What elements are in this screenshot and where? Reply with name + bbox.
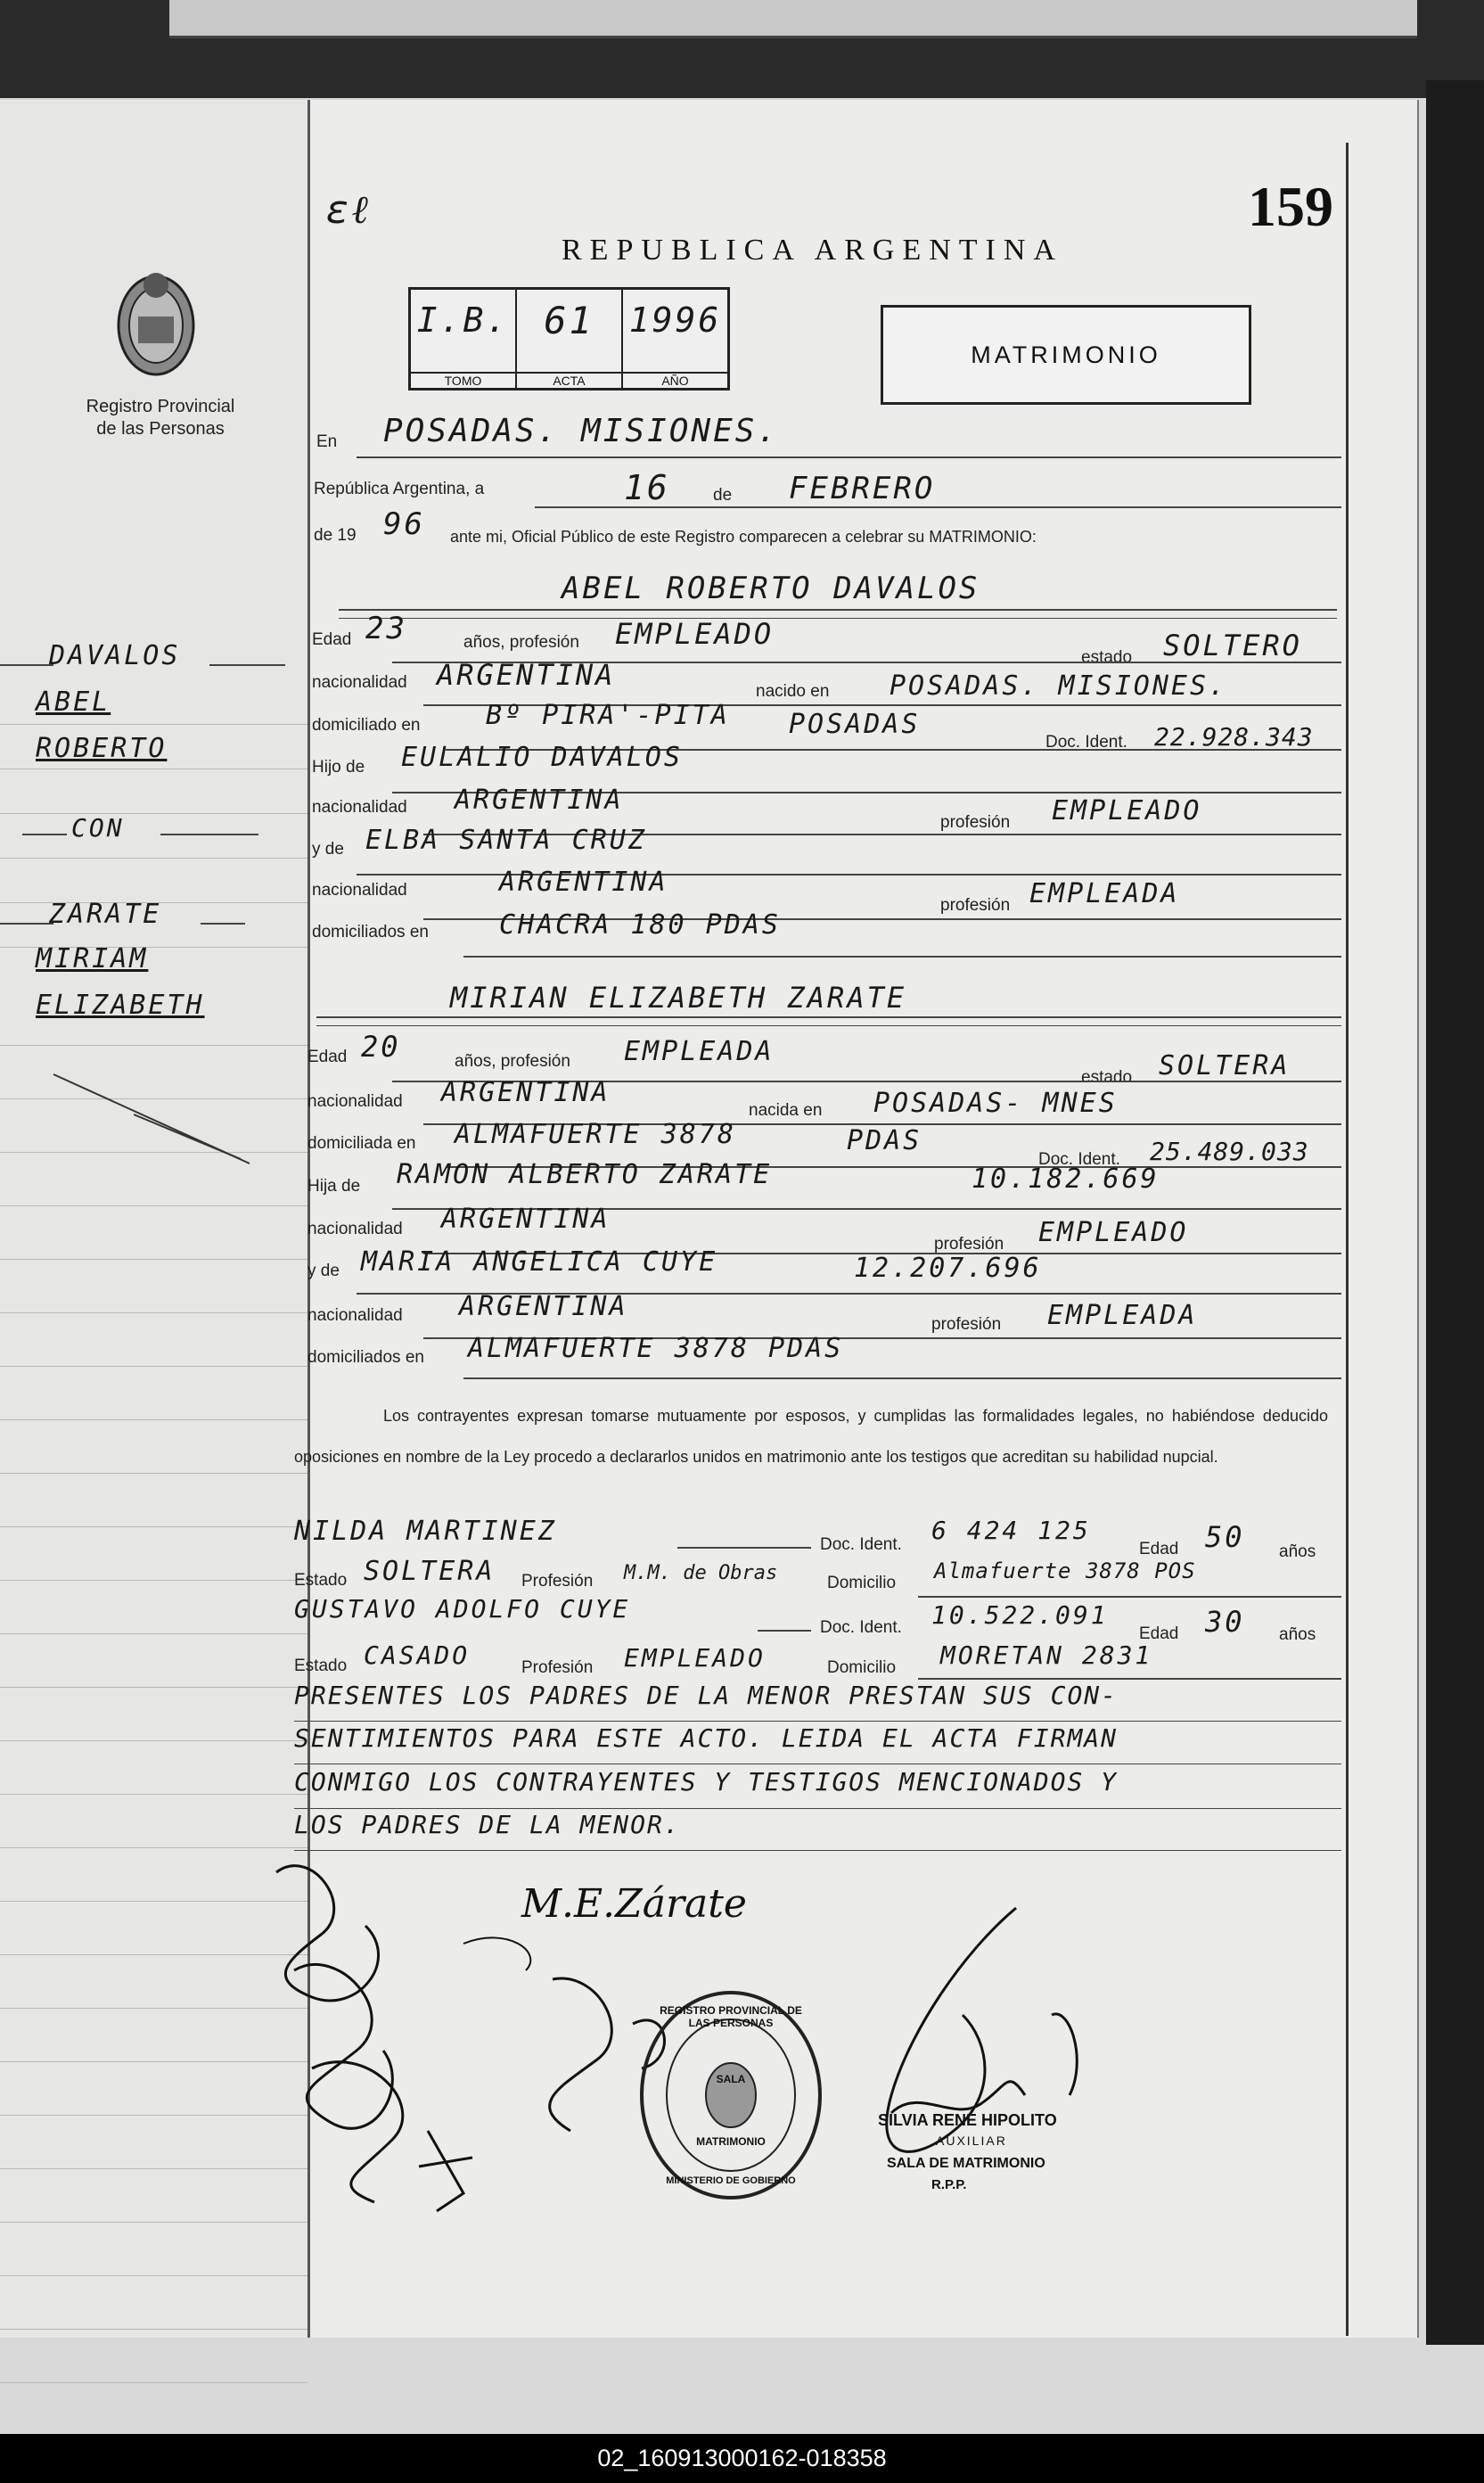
event-day: 16 <box>624 468 670 507</box>
witness2-status: CASADO <box>364 1640 471 1670</box>
groom-doc: 22.928.343 <box>1154 722 1314 752</box>
act-type-box: MATRIMONIO <box>881 305 1251 405</box>
initials-mark: ɛℓ <box>325 187 371 233</box>
label-en: En <box>316 432 338 451</box>
rule <box>758 1630 811 1632</box>
label-estado: estado <box>1081 1068 1133 1087</box>
witness1-doc: 6 424 125 <box>931 1516 1091 1545</box>
groom-domicile: Bº PIRA'-PITA <box>486 700 730 731</box>
witness2-age: 30 <box>1205 1605 1245 1639</box>
bride-mother-nationality: ARGENTINA <box>459 1291 628 1322</box>
groom-father-profession: EMPLEADO <box>1052 795 1202 826</box>
witness1-status: SOLTERA <box>364 1556 496 1587</box>
rule <box>535 506 1341 508</box>
label-nacionalidad: nacionalidad <box>307 1092 403 1111</box>
label-y-de: y de <box>307 1262 340 1280</box>
label-nacido-en: nacido en <box>756 682 830 701</box>
acta-value: 61 <box>544 299 594 342</box>
bride-mother-doc: 12.207.696 <box>854 1253 1042 1284</box>
label-hija-de: Hija de <box>307 1177 361 1196</box>
groom-birthplace: POSADAS. MISIONES. <box>890 670 1228 702</box>
margin-name-groom-1: ABEL <box>36 687 111 718</box>
label-profesion: profesión <box>931 1315 1002 1334</box>
label-nacionalidad: nacionalidad <box>312 673 407 692</box>
groom-parents-domicile: CHACRA 180 PDAS <box>499 909 781 941</box>
previous-page-edge <box>169 0 1417 38</box>
label-anos: años <box>1279 1542 1316 1561</box>
margin-strike-mark <box>45 1065 258 1172</box>
margin-name-groom-2: ROBERTO <box>36 733 168 764</box>
seal-ring-text: REGISTRO PROVINCIAL DE LAS PERSONAS <box>660 2004 802 2029</box>
label-anos-profesion: años, profesión <box>463 633 579 652</box>
seal-inner-bottom: MATRIMONIO <box>696 2135 766 2148</box>
label-nacionalidad: nacionalidad <box>312 798 407 817</box>
rule <box>339 609 1337 611</box>
rule <box>339 618 1337 619</box>
label-domiciliada-en: domiciliada en <box>307 1134 416 1153</box>
label-anos-profesion: años, profesión <box>455 1052 570 1071</box>
bride-profession: EMPLEADA <box>624 1036 775 1067</box>
page-right-rule <box>1346 143 1349 2336</box>
official-title: AUXILIAR <box>936 2134 1007 2148</box>
groom-father: EULALIO DAVALOS <box>401 742 683 773</box>
rule <box>463 1377 1341 1379</box>
label-profesion: profesión <box>934 1235 1004 1254</box>
witness1-profession: M.M. de Obras <box>624 1562 778 1584</box>
acta-label: ACTA <box>517 372 621 388</box>
label-domicilio: Domicilio <box>827 1658 897 1677</box>
witness2-domicile: MORETAN 2831 <box>940 1640 1153 1670</box>
note-line-1: PRESENTES LOS PADRES DE LA MENOR PRESTAN SUS CON- <box>294 1681 1119 1710</box>
label-hijo-de: Hijo de <box>312 758 365 777</box>
witness1-domicile: Almafuerte 3878 POS <box>934 1558 1196 1583</box>
label-nacida-en: nacida en <box>749 1101 823 1120</box>
label-nacionalidad: nacionalidad <box>307 1220 403 1238</box>
tomo-value: I.B. <box>416 300 510 340</box>
rule <box>316 1016 1341 1018</box>
event-year: 96 <box>383 506 425 542</box>
label-y-de: y de <box>312 840 344 859</box>
witness1-name: NILDA MARTINEZ <box>294 1516 557 1547</box>
rule <box>918 1596 1341 1598</box>
groom-mother: ELBA SANTA CRUZ <box>365 825 647 856</box>
label-edad: Edad <box>312 630 352 649</box>
rule <box>0 923 53 925</box>
groom-father-nationality: ARGENTINA <box>455 785 624 816</box>
margin-con: CON <box>71 813 125 843</box>
rule <box>357 456 1341 458</box>
margin-name-bride-2: ELIZABETH <box>36 990 205 1021</box>
groom-name: ABEL ROBERTO DAVALOS <box>562 571 980 606</box>
label-profesion-cap: Profesión <box>521 1572 594 1591</box>
bride-mother: MARIA ANGELICA CUYE <box>361 1246 718 1278</box>
acta-cell <box>517 290 623 388</box>
label-profesion-cap: Profesión <box>521 1658 594 1677</box>
groom-mother-profession: EMPLEADA <box>1029 878 1180 909</box>
label-de-19: de 19 <box>314 526 357 545</box>
witness1-age: 50 <box>1205 1520 1245 1554</box>
event-place: POSADAS. MISIONES. <box>383 413 780 449</box>
book-binding-edge <box>1426 80 1484 2345</box>
label-profesion: profesión <box>940 813 1011 832</box>
groom-domicile-city: POSADAS <box>789 709 921 740</box>
country-title: REPUBLICA ARGENTINA <box>562 234 1063 267</box>
rule <box>294 1808 1341 1809</box>
label-doc-ident: Doc. Ident. <box>820 1535 902 1554</box>
label-estado: Estado <box>294 1571 348 1590</box>
label-doc-ident: Doc. Ident. <box>820 1618 902 1637</box>
label-comparecen: ante mi, Oficial Público de este Registro comparecen a celebrar su MATRIMONIO: <box>450 528 1037 546</box>
seal-inner-top: SALA <box>716 2073 746 2085</box>
bride-name: MIRIAN ELIZABETH ZARATE <box>450 981 907 1015</box>
coat-of-arms-icon <box>107 259 205 383</box>
bride-father-nationality: ARGENTINA <box>441 1204 611 1235</box>
event-month: FEBRERO <box>789 471 936 506</box>
ano-label: AÑO <box>623 372 727 388</box>
label-edad: Edad <box>307 1048 348 1066</box>
rule <box>918 1678 1341 1680</box>
registry-name-line1: Registro Provincial <box>86 397 235 416</box>
ano-value: 1996 <box>628 300 722 340</box>
label-domiciliados-en: domiciliados en <box>307 1348 424 1367</box>
groom-status: SOLTERO <box>1163 629 1302 662</box>
page-number: 159 <box>1248 175 1333 238</box>
label-estado: estado <box>1081 648 1133 667</box>
label-profesion: profesión <box>940 896 1011 915</box>
label-anos: años <box>1279 1625 1316 1644</box>
official-office: SALA DE MATRIMONIO <box>887 2156 1045 2171</box>
rule <box>294 1721 1341 1722</box>
label-edad: Edad <box>1139 1540 1179 1558</box>
reference-table <box>408 287 730 391</box>
label-de: de <box>713 486 733 505</box>
ano-cell <box>623 290 727 388</box>
bride-father-doc: 10.182.669 <box>972 1163 1160 1195</box>
rule <box>209 664 285 666</box>
tomo-cell <box>411 290 517 388</box>
label-nacionalidad: nacionalidad <box>307 1306 403 1325</box>
bride-mother-profession: EMPLEADA <box>1047 1300 1198 1331</box>
witness2-doc: 10.522.091 <box>931 1600 1109 1630</box>
registry-name-line2: de las Personas <box>96 419 225 439</box>
bride-parents-domicile: ALMAFUERTE 3878 PDAS <box>468 1333 844 1364</box>
bride-nationality: ARGENTINA <box>441 1077 611 1108</box>
bride-father: RAMON ALBERTO ZARATE <box>397 1159 773 1190</box>
bride-signature: M.E.Zárate <box>521 1881 747 1927</box>
label-republica: República Argentina, a <box>314 480 485 498</box>
label-domicilio: Domicilio <box>827 1574 897 1592</box>
groom-profession: EMPLEADO <box>615 617 775 651</box>
bride-age: 20 <box>361 1030 401 1064</box>
groom-age: 23 <box>365 611 407 646</box>
rule <box>0 664 53 666</box>
groom-nationality: ARGENTINA <box>437 658 616 692</box>
label-domiciliado-en: domiciliado en <box>312 716 421 735</box>
rule <box>160 834 258 835</box>
rule <box>316 1025 1341 1026</box>
label-domiciliados-en: domiciliados en <box>312 923 429 941</box>
label-doc-ident: Doc. Ident. <box>1038 1150 1120 1169</box>
rule <box>201 923 245 925</box>
rule <box>677 1547 811 1549</box>
note-line-3: CONMIGO LOS CONTRAYENTES Y TESTIGOS MENCIONADOS Y <box>294 1767 1119 1796</box>
label-nacionalidad: nacionalidad <box>312 881 407 900</box>
margin-surname-groom: DAVALOS <box>49 640 181 671</box>
margin-surname-bride: ZARATE <box>49 899 162 930</box>
bride-status: SOLTERA <box>1159 1050 1291 1081</box>
bride-father-profession: EMPLEADO <box>1038 1217 1189 1248</box>
rule <box>463 956 1341 958</box>
rule <box>22 834 67 835</box>
groom-mother-nationality: ARGENTINA <box>499 867 668 898</box>
note-line-2: SENTIMIENTOS PARA ESTE ACTO. LEIDA EL ACTA FIRMAN <box>294 1723 1119 1753</box>
seal-inner-ring: MINISTERIO DE GOBIERNO <box>666 2175 796 2186</box>
official-code: R.P.P. <box>931 2177 967 2192</box>
note-line-4: LOS PADRES DE LA MENOR. <box>294 1810 681 1839</box>
bride-birthplace: POSADAS- MNES <box>873 1088 1118 1119</box>
label-estado: Estado <box>294 1657 348 1675</box>
bride-doc: 25.489.033 <box>1150 1137 1309 1166</box>
witness2-profession: EMPLEADO <box>624 1643 766 1673</box>
official-name: SILVIA RENE HIPOLITO <box>878 2111 1057 2129</box>
label-doc-ident: Doc. Ident. <box>1045 733 1127 752</box>
tomo-label: TOMO <box>411 372 515 388</box>
declaration-text: Los contrayentes expresan tomarse mutuamente por esposos, y cumplidas las formalidades legales, no habiéndose deducido oposiciones en nombre de la Ley procedo a declararlos unidos en matrimonio ante los testigos que acreditan su habilidad nupcial. <box>294 1407 1328 1466</box>
label-edad: Edad <box>1139 1624 1179 1643</box>
bride-domicile: ALMAFUERTE 3878 <box>455 1119 736 1150</box>
witness2-name: GUSTAVO ADOLFO CUYE <box>294 1594 631 1624</box>
official-signature <box>856 1899 1123 2193</box>
scan-file-label: 02_160913000162-018358 <box>0 2434 1484 2483</box>
bride-domicile-city: PDAS <box>847 1125 922 1156</box>
margin-name-bride-1: MIRIAM <box>36 943 149 974</box>
